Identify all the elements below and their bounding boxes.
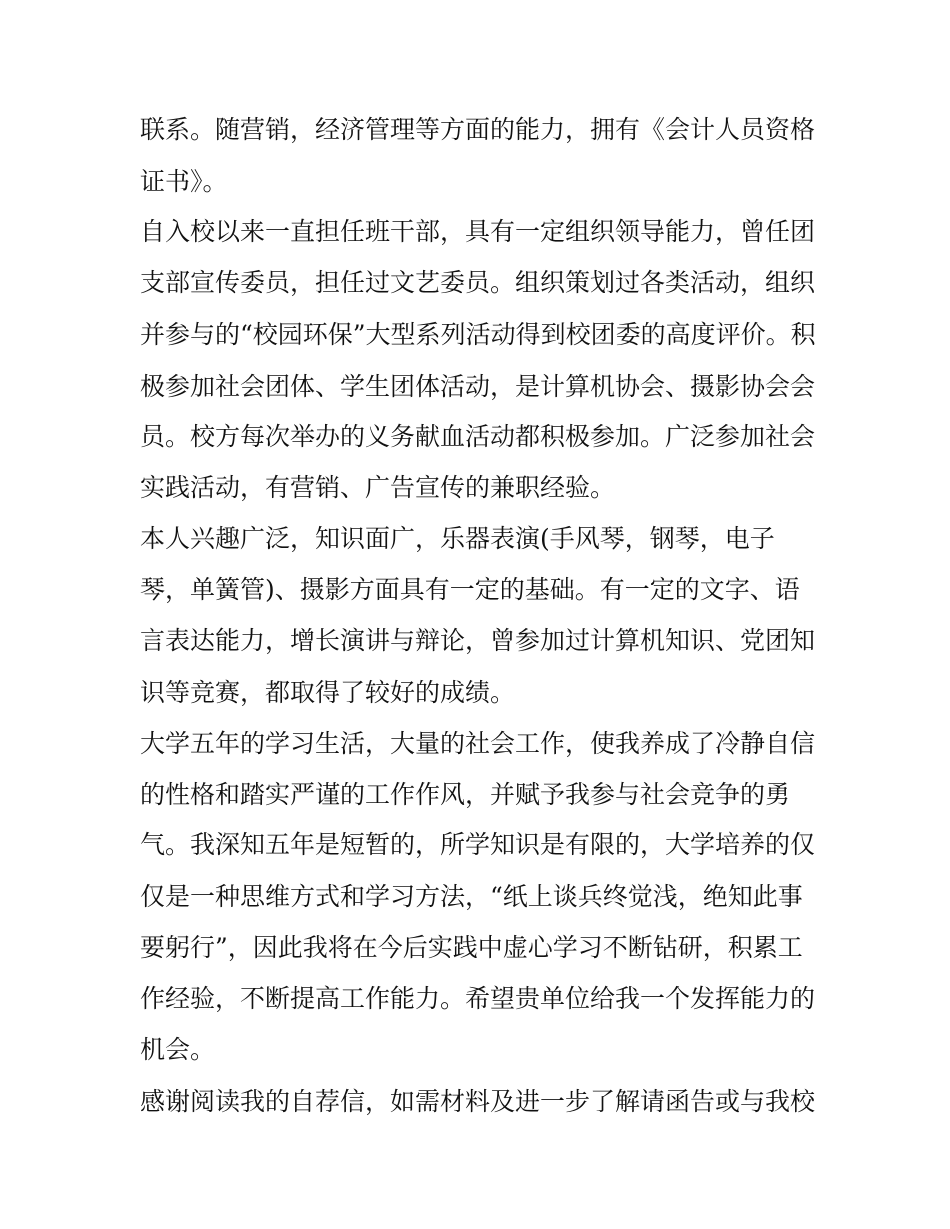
text-line: 证书》。 (140, 167, 228, 196)
text-line: 自入校以来一直担任班干部，具有一定组织领导能力，曾任团 (140, 217, 816, 246)
text-line: 大学五年的学习生活，大量的社会工作，使我养成了冷静自信 (140, 729, 816, 758)
text-line: 仅是一种思维方式和学习方法，“纸上谈兵终觉浅，绝知此事 (140, 882, 803, 911)
text-line: 气。我深知五年是短暂的，所学知识是有限的，大学培养的仅 (140, 830, 816, 859)
text-line: 识等竞赛，都取得了较好的成绩。 (140, 678, 516, 707)
text-line: 要躬行”，因此我将在今后实践中虚心学习不断钻研，积累工 (140, 933, 803, 962)
text-line: 感谢阅读我的自荐信，如需材料及进一步了解请函告或与我校 (140, 1087, 816, 1116)
text-line: 员。校方每次举办的义务献血活动都积极参加。广泛参加社会 (140, 422, 816, 451)
text-line: 极参加社会团体、学生团体活动，是计算机协会、摄影协会会 (140, 372, 816, 401)
text-line: 机会。 (140, 1035, 216, 1064)
text-line: 本人兴趣广泛，知识面广，乐器表演(手风琴，钢琴，电子 (140, 524, 775, 553)
text-line: 琴，单簧管)、摄影方面具有一定的基础。有一定的文字、语 (140, 575, 800, 604)
text-line: 支部宣传委员，担任过文艺委员。组织策划过各类活动，组织 (140, 268, 816, 297)
text-line: 的性格和踏实严谨的工作作风，并赋予我参与社会竞争的勇 (140, 780, 791, 809)
text-line: 作经验，不断提高工作能力。希望贵单位给我一个发挥能力的 (140, 984, 816, 1013)
text-line: 联系。随营销，经济管理等方面的能力，拥有《会计人员资格 (140, 115, 816, 144)
text-line: 言表达能力，增长演讲与辩论，曾参加过计算机知识、党团知 (140, 626, 816, 655)
text-line: 并参与的“校园环保”大型系列活动得到校团委的高度评价。积 (140, 320, 816, 349)
text-line: 实践活动，有营销、广告宣传的兼职经验。 (140, 473, 616, 502)
